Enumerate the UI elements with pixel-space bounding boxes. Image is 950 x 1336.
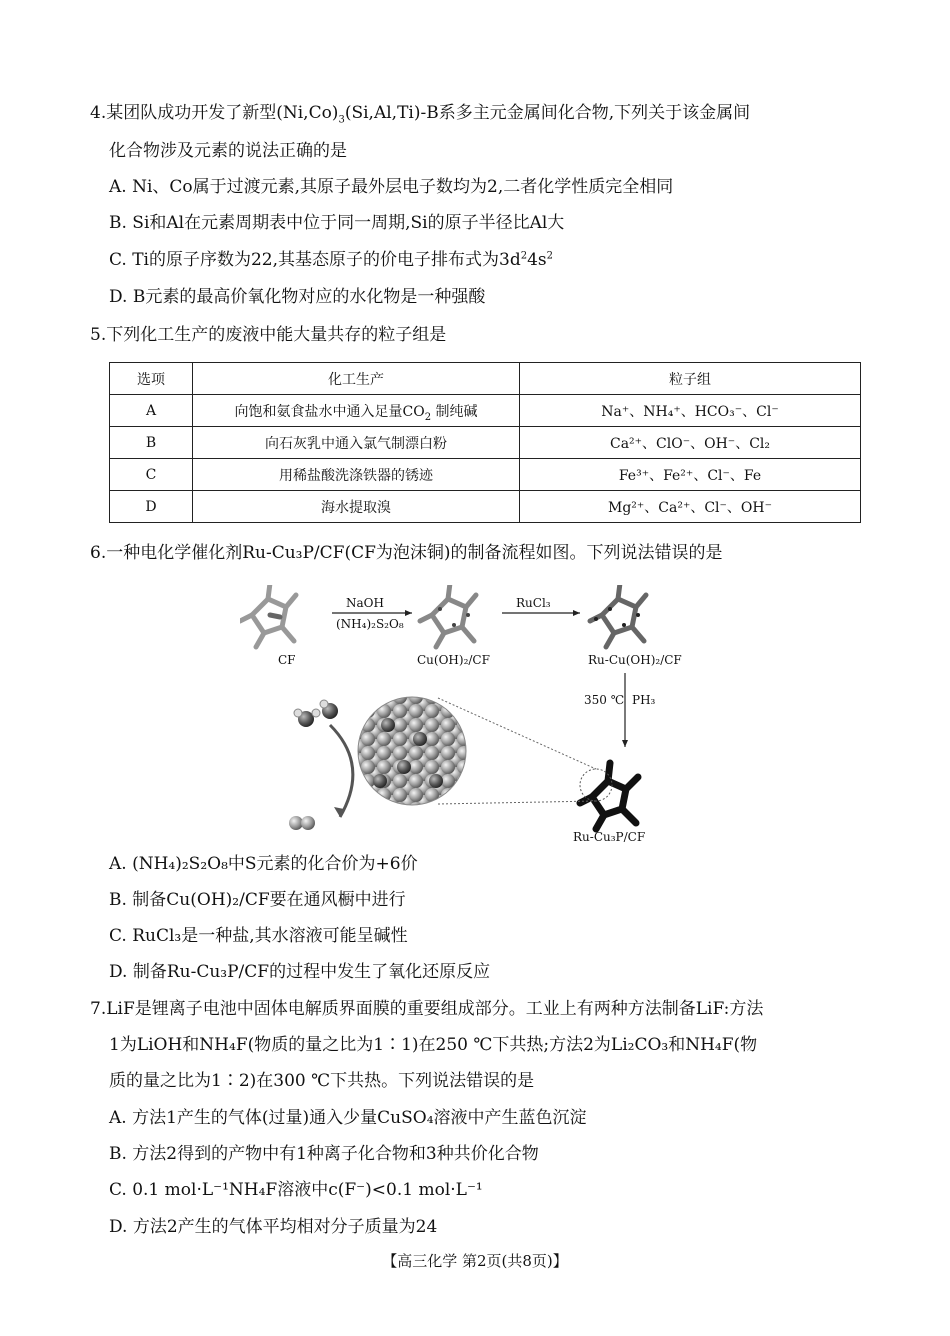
catalyst-surface-zoom — [350, 690, 480, 820]
page-footer: 【高三化学 第2页(共8页)】 — [382, 1252, 568, 1270]
cf-foam-icon — [240, 585, 296, 647]
q4-stem-line1: 4.某团队成功开发了新型$(Ni,Co)_3(Si,Al,Ti)-B$系多主元金属间化合物,下列关于该金属间 — [90, 103, 751, 126]
header-ions: 粒子组 — [520, 363, 861, 395]
row-process: 向石灰乳中通入氯气制漂白粉 — [193, 427, 520, 459]
row-option: B — [110, 427, 193, 459]
label-cuoh-cf: Cu(OH)₂/CF — [417, 653, 490, 667]
label-naoh: NaOH — [346, 596, 384, 610]
q7-option-c: C. 0.1 mol·L⁻¹NH₄F溶液中c(F⁻)<0.1 mol·L⁻¹ — [109, 1180, 483, 1200]
row-option: D — [110, 491, 193, 523]
label-rucl3: RuCl₃ — [516, 596, 551, 610]
water-molecule-icon — [294, 700, 338, 727]
q7-option-a: A. 方法1产生的气体(过量)通入少量CuSO₄溶液中产生蓝色沉淀 — [109, 1108, 587, 1128]
q6-option-a: A. (NH₄)₂S₂O₈中S元素的化合价为+6价 — [109, 854, 418, 874]
row-process: 海水提取溴 — [193, 491, 520, 523]
q7-option-d: D. 方法2产生的气体平均相对分子质量为24 — [109, 1217, 438, 1237]
q7-stem-line1: 7.LiF是锂离子电池中固体电解质界面膜的重要组成部分。工业上有两种方法制备LiF:方法 — [90, 999, 764, 1019]
row-option: A — [110, 395, 193, 427]
hydrogen-molecule-icon — [289, 816, 315, 830]
table-row — [110, 459, 861, 491]
table-header-row — [110, 363, 861, 395]
label-persulfate: (NH₄)₂S₂O₈ — [336, 617, 404, 631]
label-condition: 350 ℃ — [584, 693, 625, 707]
q6-option-d: D. 制备Ru-Cu₃P/CF的过程中发生了氧化还原反应 — [109, 962, 491, 982]
q4-stem-line2: 化合物涉及元素的说法正确的是 — [109, 141, 347, 161]
q4-option-a: A. Ni、Co属于过渡元素,其原子最外层电子数均为2,二者化学性质完全相同 — [109, 177, 674, 197]
row-ions: Fe³⁺、Fe²⁺、Cl⁻、Fe — [520, 459, 861, 491]
q4-option-b: B. Si和Al在元素周期表中位于同一周期,Si的原子半径比Al大 — [109, 213, 565, 233]
q7-option-b: B. 方法2得到的产物中有1种离子化合物和3种共价化合物 — [109, 1144, 539, 1164]
row-process: 用稀盐酸洗涤铁器的锈迹 — [193, 459, 520, 491]
q5-table — [109, 362, 861, 523]
q6-option-b: B. 制备Cu(OH)₂/CF要在通风橱中进行 — [109, 890, 406, 910]
label-cf: CF — [278, 653, 296, 667]
product-foam-icon — [580, 763, 638, 829]
label-product: Ru-Cu₃P/CF — [573, 830, 646, 844]
q4-option-d: D. B元素的最高价氧化物对应的水化物是一种强酸 — [109, 287, 486, 307]
q4-option-c: C. Ti的原子序数为22,其基态原子的价电子排布式为$3d^24s^2$ — [109, 250, 554, 270]
table-row — [110, 395, 861, 427]
q7-stem-line2: 1为LiOH和NH₄F(物质的量之比为1∶1)在250 ℃下共热;方法2为Li₂CO₃和NH₄F(物 — [109, 1035, 758, 1055]
row-option: C — [110, 459, 193, 491]
label-rucuoh-cf: Ru-Cu(OH)₂/CF — [588, 653, 682, 667]
row-ions: Na⁺、NH₄⁺、HCO₃⁻、Cl⁻ — [520, 395, 861, 427]
header-process: 化工生产 — [193, 363, 520, 395]
curved-arrow-icon — [330, 725, 353, 817]
label-ph3: PH₃ — [632, 693, 656, 707]
q6-flow-figure — [240, 585, 710, 845]
row-process: 向饱和氨食盐水中通入足量$CO_2$ 制纯碱 — [193, 395, 520, 427]
q6-option-c: C. RuCl₃是一种盐,其水溶液可能呈碱性 — [109, 926, 408, 946]
table-row — [110, 491, 861, 523]
table-row — [110, 427, 861, 459]
row-ions: Mg²⁺、Ca²⁺、Cl⁻、OH⁻ — [520, 491, 861, 523]
header-option: 选项 — [110, 363, 193, 395]
q7-stem-line3: 质的量之比为1∶2)在300 ℃下共热。下列说法错误的是 — [109, 1071, 535, 1091]
q6-stem: 6.一种电化学催化剂Ru-Cu₃P/CF(CF为泡沫铜)的制备流程如图。下列说法错误的是 — [90, 543, 723, 563]
q5-stem: 5.下列化工生产的废液中能大量共存的粒子组是 — [90, 325, 447, 345]
row-ions: Ca²⁺、ClO⁻、OH⁻、Cl₂ — [520, 427, 861, 459]
